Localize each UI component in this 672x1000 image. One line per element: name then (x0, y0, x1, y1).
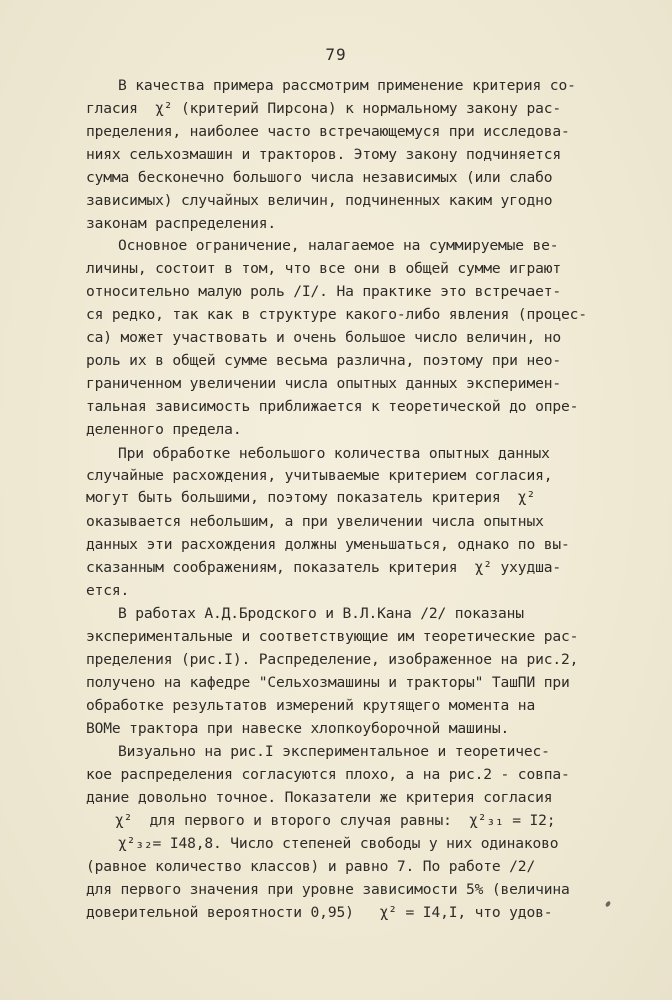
text-line: зависимых) случайных величин, подчиненных каким угодно (86, 192, 553, 209)
text-line: для первого значения при уровне зависимости 5% (величина (86, 881, 570, 898)
text-line: са) может участвовать и очень большое число величин, но (86, 329, 561, 346)
text-line: деленного предела. (86, 421, 242, 438)
text-line: относительно малую роль /I/. На практике это встречает- (86, 283, 561, 300)
text-line: ниях сельхозмашин и тракторов. Этому закону подчиняется (86, 146, 561, 163)
text-line: роль их в общей сумме весьма различна, поэтому при нео- (86, 352, 561, 369)
text-line: ется. (86, 582, 130, 599)
text-line: гласия χ² (критерий Пирсона) к нормальному закону рас- (86, 100, 561, 117)
text-line: получено на кафедре "Сельхозмашины и тракторы" ТашПИ при (86, 674, 570, 691)
text-line: При обработке небольшого количества опытных данных (118, 445, 550, 462)
text-line: В работах А.Д.Бродского и В.Л.Кана /2/ показаны (118, 605, 524, 622)
text-line: случайные расхождения, учитываемые критерием согласия, (86, 467, 553, 484)
text-line: сумма бесконечно большого числа независимых (или слабо (86, 169, 553, 186)
text-line: χ²₃₂= I48,8. Число степеней свободы у них одинаково (118, 835, 559, 852)
text-line: личины, состоит в том, что все они в общей сумме играют (86, 260, 561, 277)
text-line: χ² для первого и второго случая равны: χ²₃₁ = I2; (115, 812, 556, 829)
text-line: дание довольно точное. Показатели же критерия согласия (86, 789, 553, 806)
text-line: В качества примера рассмотрим применение критерия со- (118, 77, 576, 94)
text-line: доверительной вероятности 0,95) χ² = I4,I, что удов- (86, 904, 553, 921)
text-line: пределения, наиболее часто встречающемуся при исследова- (86, 123, 570, 140)
text-line: могут быть большими, поэтому показатель критерия χ² (86, 489, 536, 506)
text-line: законам распределения. (86, 215, 276, 232)
paper-speck (605, 900, 612, 907)
text-line: обработке результатов измерений крутящего момента на (86, 697, 536, 714)
text-line: данных эти расхождения должны уменьшаться, однако по вы- (86, 536, 570, 553)
text-line: ВОМе трактора при навеске хлопкоуборочной машины. (86, 720, 510, 737)
text-line: экспериментальные и соответствующие им теоретические рас- (86, 628, 579, 645)
text-line: сказанным соображениям, показатель критерия χ² ухудша- (86, 559, 561, 576)
text-line: Визуально на рис.I экспериментальное и теоретичес- (118, 743, 550, 760)
text-line: граниченном увеличении числа опытных данных эксперимен- (86, 375, 561, 392)
text-line: Основное ограничение, налагаемое на суммируемые ве- (118, 237, 559, 254)
text-line: (равное количество классов) и равно 7. По работе /2/ (86, 858, 536, 875)
text-line: пределения (рис.I). Распределение, изображенное на рис.2, (86, 651, 579, 668)
page-number: 79 (325, 45, 347, 64)
text-line: ся редко, так как в структуре какого-либо явления (процес- (86, 306, 587, 323)
text-line: кое распределения согласуются плохо, а на рис.2 - совпа- (86, 766, 570, 783)
text-line: тальная зависимость приближается к теоретической до опре- (86, 398, 579, 415)
text-line: оказывается небольшим, а при увеличении числа опытных (86, 513, 544, 530)
